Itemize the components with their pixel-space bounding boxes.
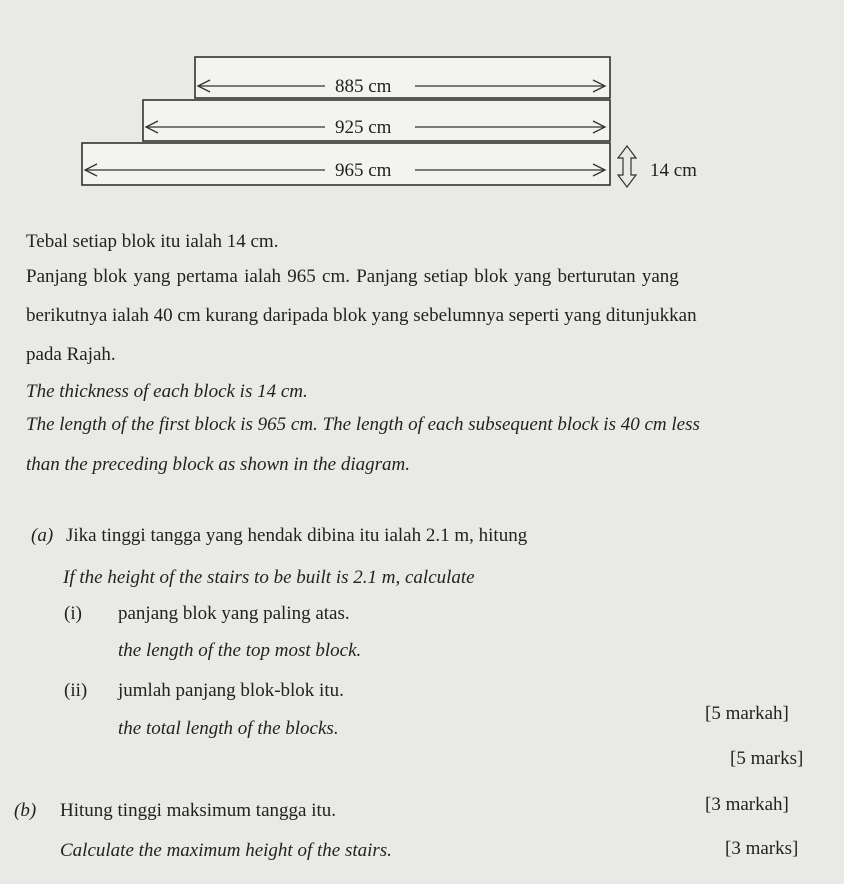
part-a-ii-label: (ii) xyxy=(64,680,88,701)
thickness-double-arrow xyxy=(618,146,636,187)
stair-blocks-diagram xyxy=(0,0,844,220)
part-a-question-ms: Jika tinggi tangga yang hendak dibina itu ialah 2.1 m, hitung xyxy=(66,525,528,546)
intro-ms-line-3: berikutnya ialah 40 cm kurang daripada blok yang sebelumnya seperti yang ditunjukkan xyxy=(26,305,697,326)
part-a-marks-en: [5 marks] xyxy=(730,748,804,769)
block-bottom-length: 965 cm xyxy=(335,160,392,181)
intro-en-line-3: than the preceding block as shown in the diagram. xyxy=(26,454,410,475)
part-b-question-en: Calculate the maximum height of the stairs. xyxy=(60,840,392,861)
intro-en-line-2: The length of the first block is 965 cm. The length of each subsequent block is 40 cm less xyxy=(26,414,700,435)
part-a-i-ms: panjang blok yang paling atas. xyxy=(118,603,350,624)
block-middle-length: 925 cm xyxy=(335,117,392,138)
part-a-i-en: the length of the top most block. xyxy=(118,640,362,661)
part-a-question-en: If the height of the stairs to be built is 2.1 m, calculate xyxy=(63,567,475,588)
part-a-i-label: (i) xyxy=(64,603,82,624)
intro-ms-line-1: Tebal setiap blok itu ialah 14 cm. xyxy=(26,231,279,252)
part-a-marks-ms: [5 markah] xyxy=(705,703,789,724)
block-top xyxy=(195,57,610,98)
part-a-label: (a) xyxy=(31,525,54,546)
intro-ms-line-4: pada Rajah. xyxy=(26,344,116,365)
intro-en-line-1: The thickness of each block is 14 cm. xyxy=(26,381,308,402)
intro-ms-line-2: Panjang blok yang pertama ialah 965 cm. Panjang setiap blok yang berturutan yang xyxy=(26,266,679,287)
thickness-label: 14 cm xyxy=(650,160,697,181)
part-a-ii-ms: jumlah panjang blok-blok itu. xyxy=(118,680,344,701)
part-b-marks-en: [3 marks] xyxy=(725,838,799,859)
part-a-ii-en: the total length of the blocks. xyxy=(118,718,339,739)
part-b-label: (b) xyxy=(14,800,37,821)
part-b-question-ms: Hitung tinggi maksimum tangga itu. xyxy=(60,800,337,821)
block-top-length: 885 cm xyxy=(335,76,392,97)
part-b-marks-ms: [3 markah] xyxy=(705,794,789,815)
